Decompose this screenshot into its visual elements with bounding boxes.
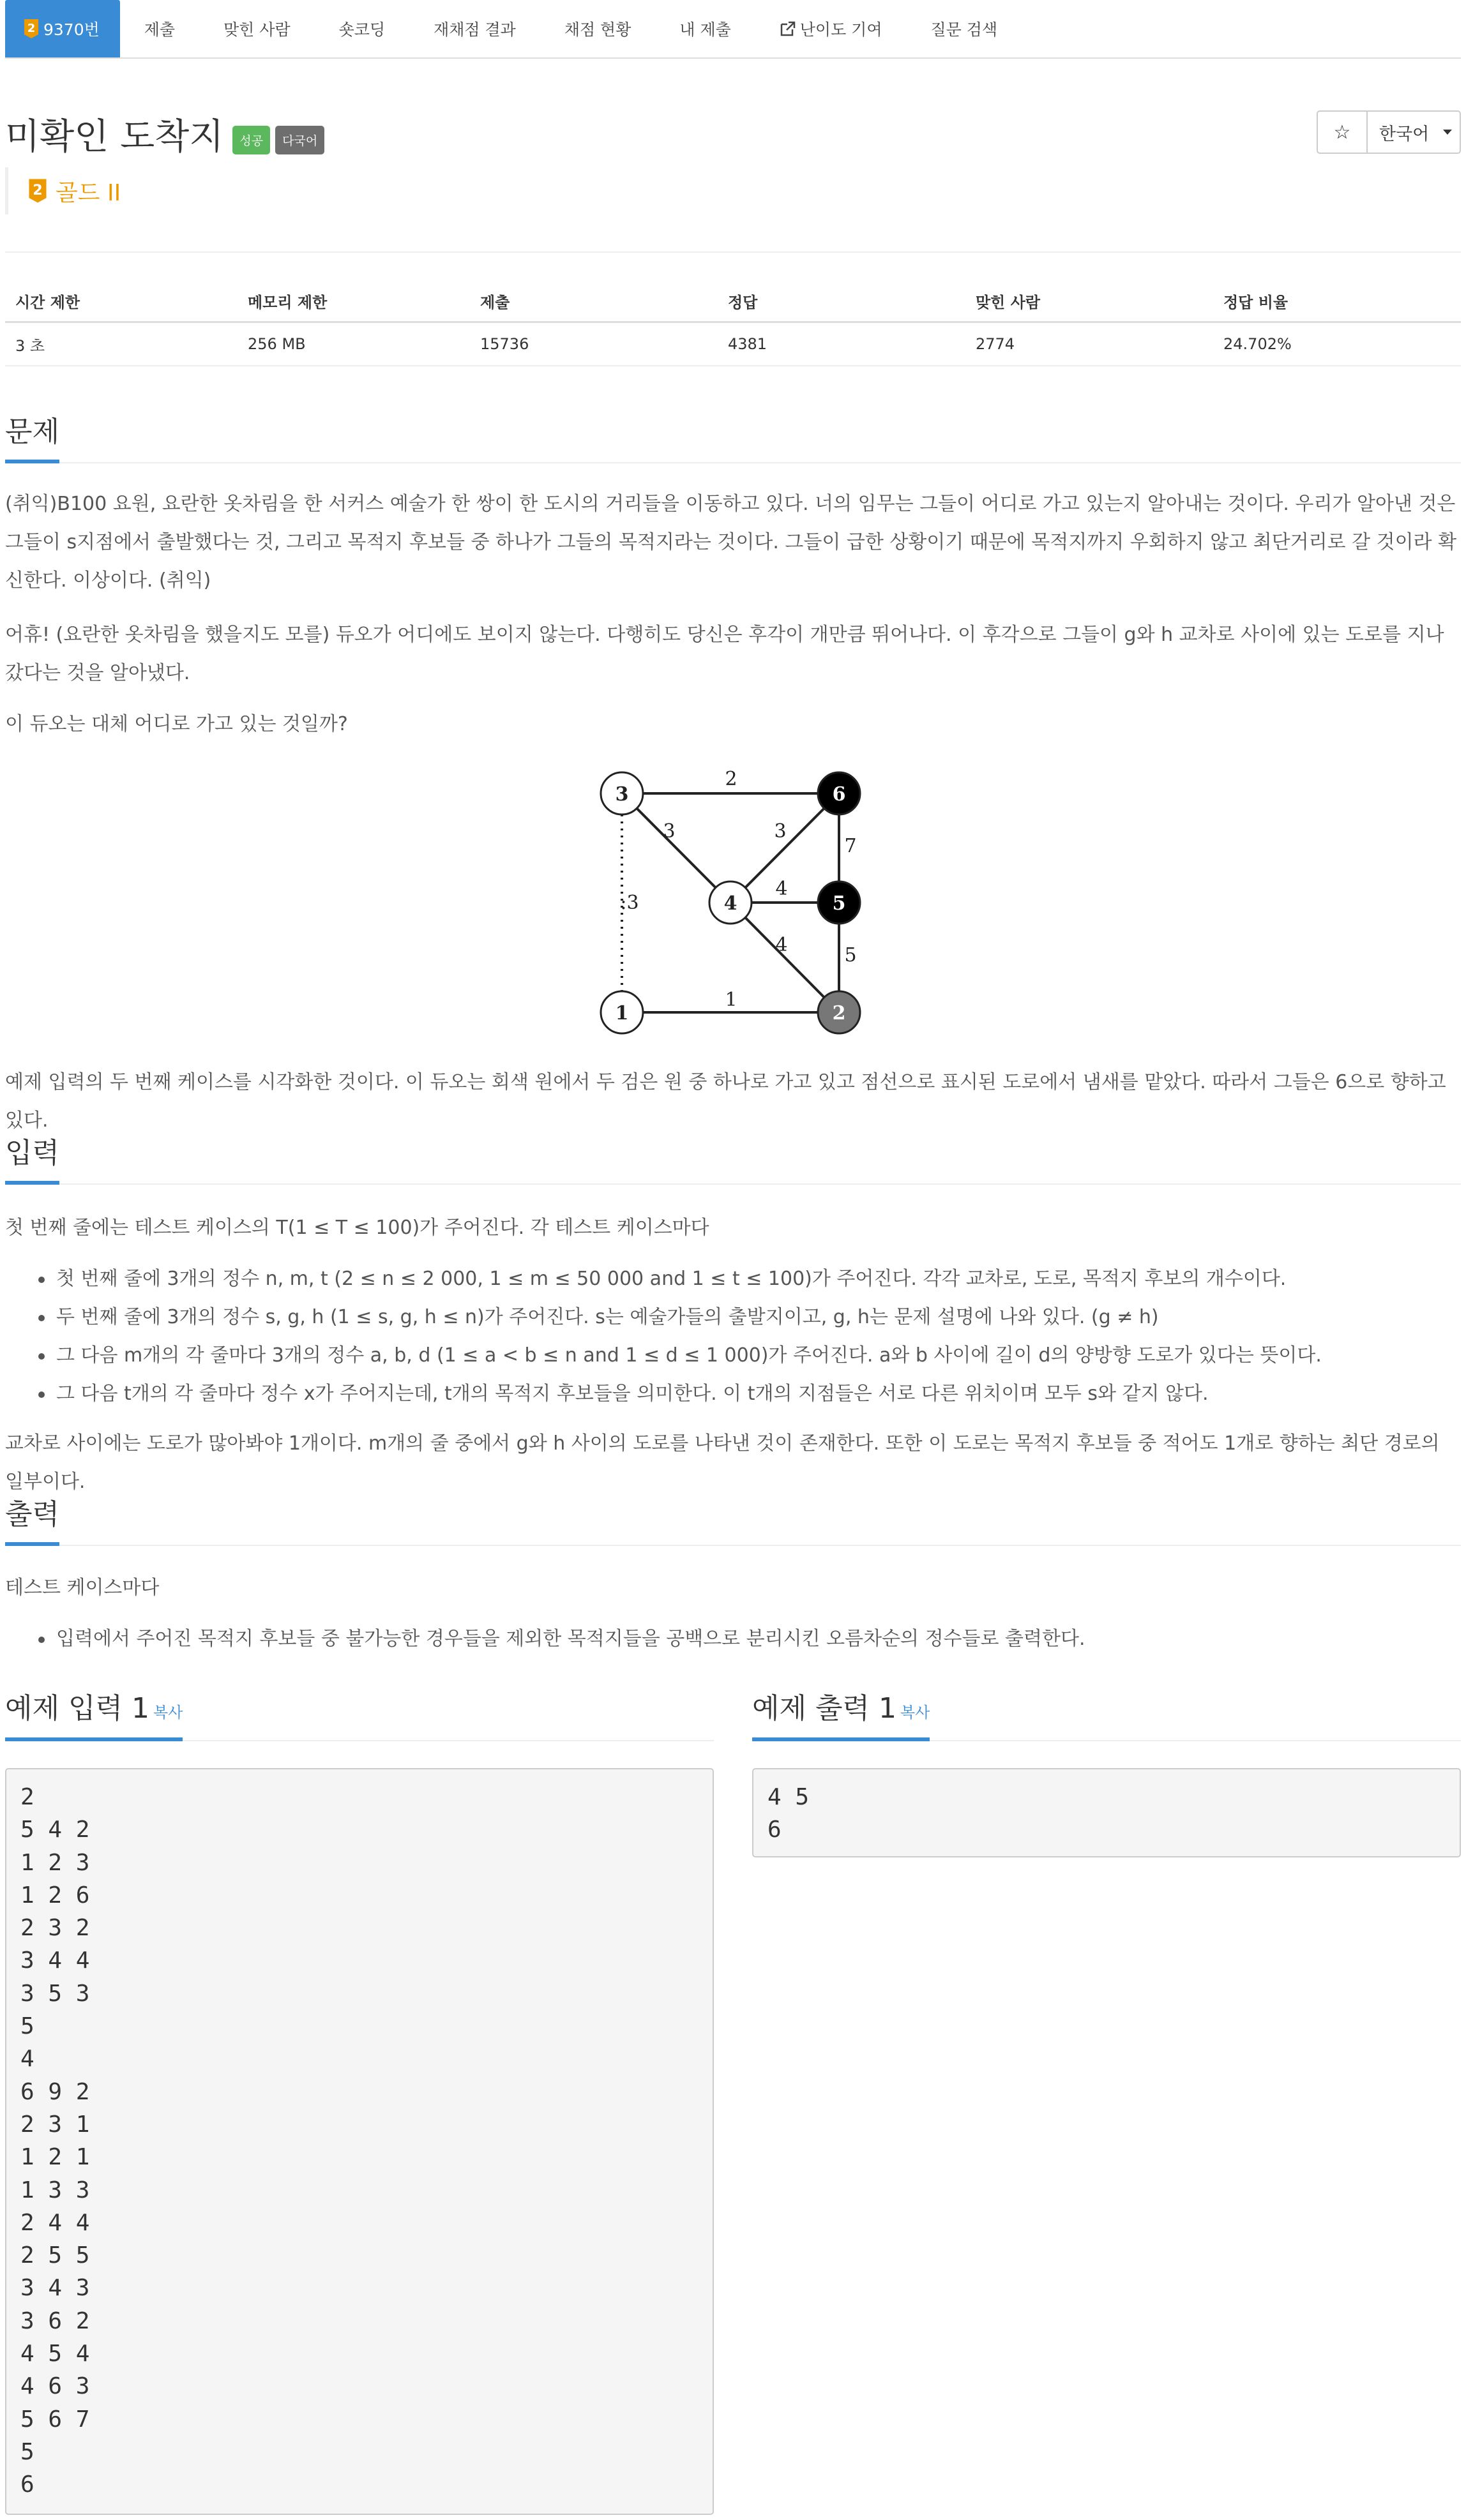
edge-label: :3 <box>620 892 639 914</box>
description-paragraph: (취익)B100 요원, 요란한 옷차림을 한 서커스 예술가 한 쌍이 한 도시의 거리들을 이동하고 있다. 너의 임무는 그들이 어디로 가고 있는지 알아내는 것이다. 우리가 알아낸 것은 그들이 s지점에서 출발했다는 것, 그리고 목적지 후보들 중 하나가 그들의 목적지라는 것이다. 그들이 급한 상황이기 때문에 목적지까지 우회하지 않고 최단거리로 갈 것이라 확신한다. 이상이다. (취익) <box>5 493 1457 592</box>
favorite-star-button[interactable]: ☆ <box>1317 110 1368 154</box>
table-cell: 2774 <box>976 335 1015 353</box>
output-intro: 테스트 케이스마다 <box>5 1577 160 1599</box>
edge-3-4 <box>622 793 730 903</box>
language-controls <box>1317 110 1461 154</box>
table-header-cell: 맞힌 사람 <box>976 294 1041 311</box>
input-list <box>5 1260 1461 1413</box>
edge-label: 3 <box>774 820 787 843</box>
table-row <box>5 323 1461 366</box>
nav-problem-id: 9370번 <box>43 20 100 39</box>
edge-label: 2 <box>725 768 737 790</box>
input-outro: 교차로 사이에는 도로가 많아봐야 1개이다. m개의 줄 중에서 g와 h 사이의 도로를 나타낸 것이 존재한다. 또한 이 도로는 목적지 후보들 중 적어도 1개로 향하는 최단 경로의 일부이다. <box>5 1432 1440 1493</box>
page-title: 미확인 도착지 <box>5 116 224 158</box>
list-item: 첫 번째 줄에 3개의 정수 n, m, t (2 ≤ n ≤ 2 000, 1 ≤ m ≤ 50 000 and 1 ≤ t ≤ 100)가 주어진다. 각각 교차로, 도로, 목적지 후보의 개수이다. <box>5 1260 1461 1298</box>
nav-submit[interactable]: 제출 <box>144 20 176 39</box>
sample-input-header <box>5 1685 714 1741</box>
nav-my-submissions[interactable]: 내 제출 <box>679 20 731 39</box>
table-cell: 4381 <box>728 335 767 353</box>
graph-figure <box>587 760 868 1047</box>
problem-section-header <box>5 409 1461 463</box>
language-select-value: 한국어 <box>1379 124 1430 144</box>
success-badge: 성공 <box>232 126 270 154</box>
nav-difficulty-contribution[interactable] <box>755 0 907 57</box>
edge-label: 3 <box>663 820 676 843</box>
language-select[interactable] <box>1368 110 1461 154</box>
nav-short-coding[interactable]: 숏코딩 <box>338 20 386 39</box>
tier-label[interactable]: 골드 II <box>56 179 121 206</box>
tier-icon <box>27 177 48 204</box>
copy-output-button[interactable]: 복사 <box>900 1704 930 1721</box>
description-paragraph: 이 듀오는 대체 어디로 가고 있는 것일까? <box>5 713 348 735</box>
nav-solved-users[interactable]: 맞힌 사람 <box>223 20 291 39</box>
list-item: 그 다음 m개의 각 줄마다 3개의 정수 a, b, d (1 ≤ a < b ≤ n and 1 ≤ d ≤ 1 000)가 주어진다. a와 b 사이에 길이 d의 양방향 도로가 있다는 뜻이다. <box>5 1337 1461 1375</box>
figure-caption: 예제 입력의 두 번째 케이스를 시각화한 것이다. 이 듀오는 회색 원에서 두 검은 원 중 하나로 가고 있고 점선으로 표시된 도로에서 냄새를 맡았다. 따라서 그들은 6으로 향하고 있다. <box>5 1071 1446 1132</box>
output-heading: 출력 <box>5 1491 59 1546</box>
chevron-down-icon <box>1443 130 1452 135</box>
table-cell: 3 초 <box>15 336 45 355</box>
node-label: 5 <box>832 892 846 915</box>
table-header-cell: 제출 <box>480 294 510 311</box>
edge-label: 4 <box>775 878 788 900</box>
input-section-header <box>5 1130 1461 1185</box>
tier-row <box>5 167 121 214</box>
table-cell: 256 MB <box>248 335 306 353</box>
external-link-icon <box>780 20 796 37</box>
table-header-cell: 정답 비율 <box>1223 294 1288 311</box>
nav-difficulty-label: 난이도 기여 <box>799 20 882 39</box>
problem-heading: 문제 <box>5 409 59 463</box>
sample-output-header <box>752 1685 1461 1741</box>
list-item: 그 다음 t개의 각 줄마다 정수 x가 주어지는데, t개의 목적지 후보들을 의미한다. 이 t개의 지점들은 서로 다른 위치이며 모두 s와 같지 않다. <box>5 1375 1461 1413</box>
edge-4-2 <box>730 903 839 1012</box>
list-item: 입력에서 주어진 목적지 후보들 중 불가능한 경우들을 제외한 목적지들을 공백으로 분리시킨 오름차순의 정수들로 출력한다. <box>5 1620 1461 1658</box>
problem-nav <box>5 0 1461 59</box>
output-list <box>5 1620 1461 1658</box>
nav-status[interactable]: 채점 현황 <box>564 20 631 39</box>
nav-rejudge-results[interactable]: 재채점 결과 <box>434 20 516 39</box>
node-label: 2 <box>832 1002 846 1024</box>
tier-icon-number: 2 <box>33 182 43 199</box>
list-item: 두 번째 줄에 3개의 정수 s, g, h (1 ≤ s, g, h ≤ n)가 주어진다. s는 예술가들의 출발지이고, g, h는 문제 설명에 나와 있다. (g ≠ h) <box>5 1298 1461 1337</box>
output-section-header <box>5 1491 1461 1546</box>
problem-title-row <box>5 109 329 160</box>
table-header-row <box>5 281 1461 323</box>
tier-badge-icon <box>23 18 40 40</box>
node-label: 4 <box>723 892 737 915</box>
edge-label: 4 <box>775 934 788 956</box>
input-intro: 첫 번째 줄에는 테스트 케이스의 T(1 ≤ T ≤ 100)가 주어진다. 각 테스트 케이스마다 <box>5 1217 709 1239</box>
nav-problem-tab[interactable] <box>5 0 120 57</box>
problem-info-table <box>5 281 1461 366</box>
edge-label: 5 <box>844 944 857 966</box>
sample-output-block[interactable]: 4 5 6 <box>752 1768 1461 1857</box>
edge-label: 7 <box>844 835 857 857</box>
input-heading: 입력 <box>5 1130 59 1185</box>
table-header-cell: 정답 <box>728 294 758 311</box>
sample-input-title: 예제 입력 1 <box>5 1692 149 1725</box>
table-header-cell: 시간 제한 <box>15 294 80 311</box>
table-cell: 24.702% <box>1223 335 1292 353</box>
nav-question-search[interactable]: 질문 검색 <box>930 20 998 39</box>
node-label: 6 <box>832 783 846 806</box>
table-header-cell: 메모리 제한 <box>248 294 328 311</box>
divider <box>5 251 1461 253</box>
tier-badge-number: 2 <box>27 22 36 35</box>
sample-output-title: 예제 출력 1 <box>752 1692 896 1725</box>
edge-label: 1 <box>725 989 737 1011</box>
sample-output-title-wrap <box>752 1685 930 1741</box>
node-label: 1 <box>615 1002 629 1024</box>
copy-input-button[interactable]: 복사 <box>153 1704 183 1721</box>
table-cell: 15736 <box>480 335 529 353</box>
sample-input-title-wrap <box>5 1685 183 1741</box>
description-paragraph: 어휴! (요란한 옷차림을 했을지도 모를) 듀오가 어디에도 보이지 않는다. 다행히도 당신은 후각이 개만큼 뛰어나다. 이 후각으로 그들이 g와 h 교차로 사이에 있는 도로를 지나갔다는 것을 알아냈다. <box>5 624 1444 684</box>
node-label: 3 <box>615 783 629 806</box>
multilang-badge: 다국어 <box>275 126 324 154</box>
sample-input-block[interactable]: 2 5 4 2 1 2 3 1 2 6 2 3 2 3 4 4 3 5 3 5 4 6 9 2 2 3 1 1 2 1 1 3 3 2 4 4 2 5 5 3 4 3 3 6 2 4 5 4 4 6 3 5 6 7 5 6 <box>5 1768 714 2515</box>
